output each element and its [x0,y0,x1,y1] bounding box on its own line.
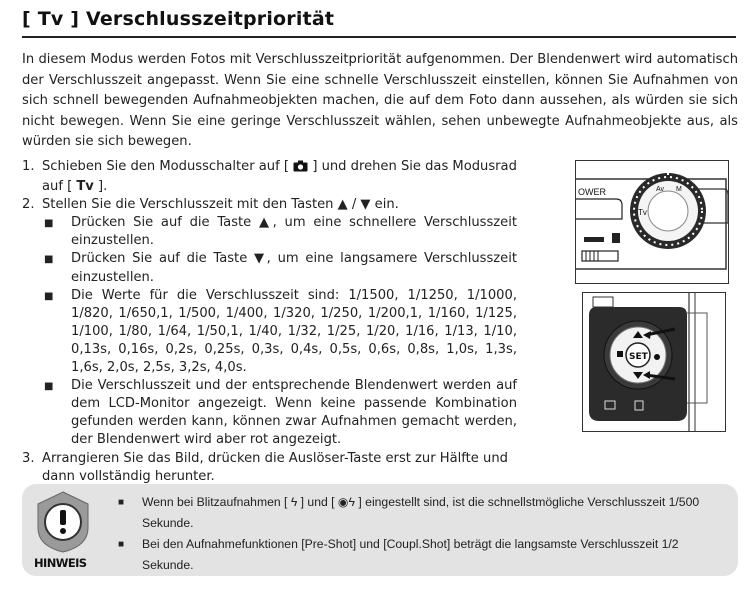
dial-mode-av: Av [656,186,665,193]
step-text: Arrangieren Sie das Bild, drücken die Auslöser-Taste erst zur Hälfte und dann vollständig herunter. [42,450,508,484]
bullet-text: Die Werte für die Verschlusszeit sind: 1/1500, 1/1250, 1/1000, 1/820, 1/650,1, 1/500, 1/400, 1/320, 1/250, 1/200,1, 1/160, 1/125, 1/100, 1/80, 1/64, 1/50,1, 1/40, 1/32, 1/25, 1/20, 1/16, 1/13, 1/10, 0,13s, 0,16s, 0,2s, 0,25s, 0,3s, 0,4s, 0,5s, 0,6s, 0,8s, 1,0s, 1,3s, 1,6s, 2,0s, 2,5s, 3,2s, 4,0s. [71,287,517,376]
list-item [44,377,517,449]
camera-icon [293,160,308,178]
list-item [44,250,517,286]
control-pad-photo [582,292,726,432]
note-text: Bei den Aufnahmefunktionen [Pre-Shot] und [Coupl.Shot] beträgt die langsamste Verschlusszeit 1/2 Sekunde. [142,537,679,572]
power-label: OWER [578,187,606,197]
dial-mode-m: M [676,186,682,193]
step-text-part: ]. [93,179,108,195]
note-box [22,484,738,576]
note-list [118,492,730,576]
mode-dial-photo [575,160,729,284]
page-title: [ Tv ] Verschlusszeitpriorität [22,8,335,30]
step-2 [22,196,517,214]
step-text-part: Schieben Sie den Modusschalter auf [ [42,159,294,174]
mode-tv-label: Tv [76,179,94,195]
step-text [42,158,517,196]
bullet-icon: ■ [44,254,54,266]
step-text-part: ] und drehen Sie das Modusrad auf [ [42,159,517,195]
bullet-text: Die Verschlusszeit und der entsprechende Blendenwert werden auf dem LCD-Monitor angezeigt. Wenn keine passende Kombination gefunden werden kann, können zwar Aufnahmen gemacht werden, der Blendenwert wird aber rot angezeigt. [71,378,517,448]
bullet-text: Drücken Sie auf die Taste ▼, um eine langsamere Verschlusszeit einzustellen. [71,251,517,285]
bullet-icon: ■ [118,539,125,550]
step-number: 3. [22,450,35,466]
bullet-icon: ■ [118,497,125,508]
step-number: 2. [22,197,35,213]
note-text: Wenn bei Blitzaufnahmen [ ϟ ] und [ ◉ϟ ] eingestellt sind, ist die schnellstmögliche Verschlusszeit 1/500 Sekunde. [142,495,700,530]
dial-mode-tv: Tv [638,208,647,217]
list-item [118,534,730,576]
list-item [118,492,730,534]
bullet-icon: ■ [44,218,54,230]
steps-list [22,158,517,486]
list-item [44,287,517,377]
list-item [44,214,517,250]
note-label: HINWEIS [34,556,87,570]
bullet-icon: ■ [44,290,54,302]
step-text: Stellen Sie die Verschlusszeit mit den Tasten ▲ / ▼ ein. [42,197,399,213]
title-underline [22,36,736,38]
intro-paragraph: In diesem Modus werden Fotos mit Verschlusszeitpriorität aufgenommen. Der Blendenwert wird automatisch der Verschlusszeit angepasst. Wenn Sie eine schnelle Verschlusszeit einstellen, können Sie Aufnahmen von sich schnell bewegenden Aufnahmeobjekten machen, die auf dem Foto dann aussehen, als würden sie sich nicht bewegen. Wenn Sie eine geringe Verschlusszeit wählen, sehen unbewegte Aufnahmeobjekte aus, als würden sie sich bewegen. [22,52,738,149]
bullet-icon: ■ [44,381,54,393]
step-1 [22,158,517,196]
bullet-text: Drücken Sie auf die Taste ▲, um eine schnellere Verschlusszeit einzustellen. [71,215,517,249]
set-label: SET [629,352,648,362]
step-3 [22,450,517,486]
warning-icon [34,490,92,558]
step-number: 1. [22,159,35,174]
